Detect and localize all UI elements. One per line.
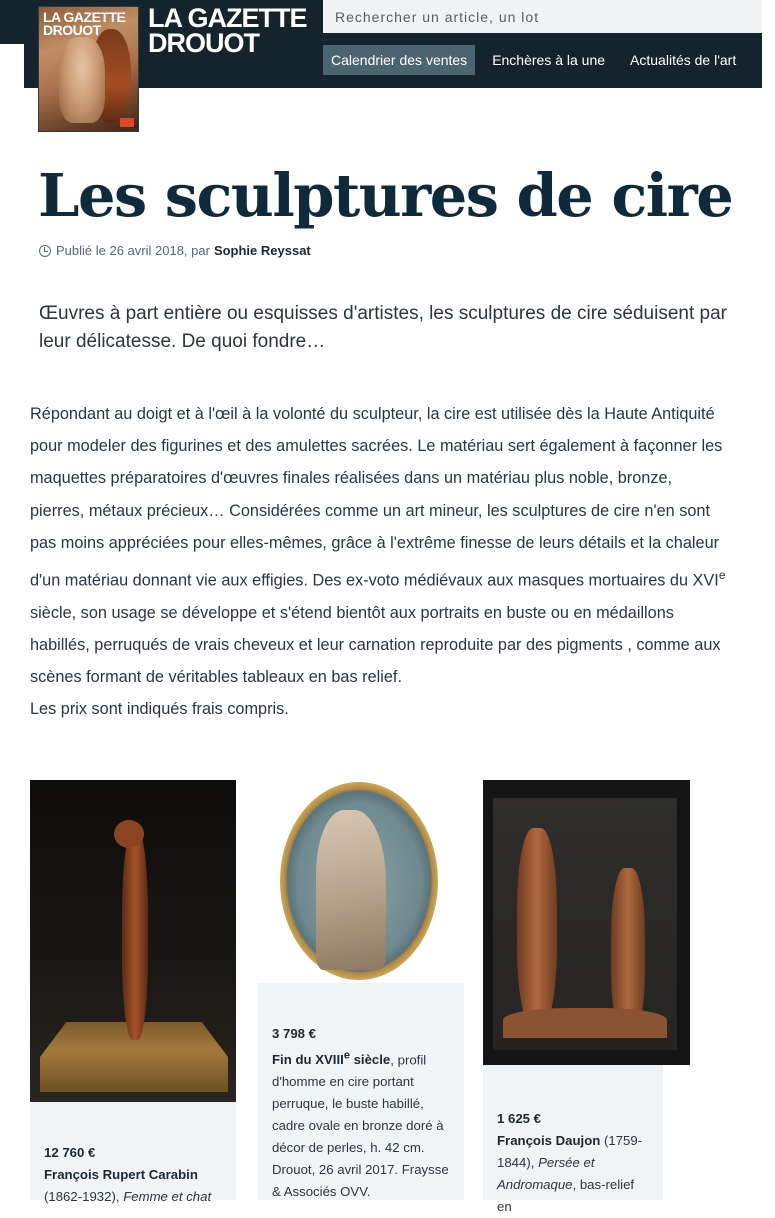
cover-figure-shape bbox=[59, 37, 105, 123]
lot-dates: (1862-1932), bbox=[44, 1189, 120, 1204]
search-bar bbox=[323, 0, 762, 33]
lot-work: Persée et Andromaque bbox=[497, 1155, 595, 1192]
lot-caption-1 bbox=[30, 1102, 236, 1204]
article-meta bbox=[39, 243, 311, 258]
magazine-cover[interactable] bbox=[38, 6, 139, 132]
cover-title: LA GAZETTE DROUOT bbox=[43, 9, 126, 38]
cover-badge bbox=[120, 118, 134, 127]
nav-item-actualites[interactable]: Actualités de l'art bbox=[630, 52, 737, 68]
cat-shape bbox=[114, 820, 144, 848]
nav-item-encheres[interactable]: Enchères à la une bbox=[492, 52, 606, 68]
site-logo[interactable] bbox=[148, 3, 307, 58]
lot-artist: François Daujon bbox=[497, 1133, 601, 1148]
lot-description: , bas-relief en bbox=[497, 1177, 635, 1214]
lot-artist: François Rupert Carabin bbox=[44, 1167, 198, 1182]
body-paragraph: Répondant au doigt et à l'œil à la volonté du sculpteur, la cire est utilisée dès la Haute Antiquité pour modeler des figurines et des amulettes sacrées. Le matériau sert également à façonner les maquettes préparatoires d'œuvres finales réalisées dans un matériau plus noble, bronze, pierres, métaux précieux… Considérées comme un art mineur, les sculptures de cire n'en sont pas moins appréciées pour elles-mêmes, grâce à l'extrême finesse de leurs détails et la chaleur d'un matériau donnant vie aux effigies. Des ex-voto médiévaux aux masques mortuaires du XVIe siècle, son usage se développe et s'étend bientôt aux portraits en buste ou en médaillons habillés, perruqués de vrais cheveux et leur carnation reproduite par des pigments , comme aux scènes formant de véritables tableaux en bas relief. bbox=[30, 405, 726, 687]
article-lead: Œuvres à part entière ou esquisses d'artistes, les sculptures de cire séduisent par leur délicatesse. De quoi fondre… bbox=[39, 303, 727, 352]
clock-icon bbox=[39, 245, 51, 257]
lot-caption-2 bbox=[258, 983, 464, 1200]
statue-shape bbox=[122, 830, 148, 1040]
lot-work: Femme et chat bbox=[123, 1189, 212, 1204]
header-edge bbox=[0, 0, 24, 44]
figure-andromaque-shape bbox=[517, 828, 557, 1028]
logo-line-1: LA GAZETTE bbox=[148, 3, 307, 33]
published-date: Publié le 26 avril 2018, par bbox=[56, 243, 210, 258]
main-nav bbox=[323, 45, 744, 75]
lot-price: 3 798 € bbox=[272, 1026, 316, 1041]
bust-shape bbox=[316, 810, 386, 970]
nav-item-calendrier[interactable]: Calendrier des ventes bbox=[323, 45, 475, 75]
lot-price: 12 760 € bbox=[44, 1145, 96, 1160]
lot-image-medaillon[interactable] bbox=[258, 780, 464, 985]
article-body bbox=[30, 398, 730, 725]
lot-price: 1 625 € bbox=[497, 1111, 541, 1126]
lot-image-daujon[interactable] bbox=[483, 780, 690, 1065]
author-link[interactable]: Sophie Reyssat bbox=[213, 243, 311, 258]
lot-description: , profil d'homme en cire portant perruque, le buste habillé, cadre ovale en bronze doré à décor de perles, h. 42 cm. Drouot, 26 avril 2017. Fraysse & Associés OVV. bbox=[272, 1052, 449, 1200]
article-title: Les sculptures de cire bbox=[38, 161, 733, 230]
lot-dates: (1759-1844), bbox=[497, 1133, 643, 1170]
lot-image-carabin[interactable] bbox=[30, 780, 236, 1102]
logo-line-2: DROUOT bbox=[148, 28, 259, 58]
rock-shape bbox=[503, 1008, 667, 1038]
search-input[interactable] bbox=[323, 0, 762, 33]
lot-caption-3 bbox=[483, 1065, 663, 1214]
lot-period: Fin du XVIIIe siècle bbox=[272, 1050, 391, 1068]
price-note: Les prix sont indiqués frais compris. bbox=[30, 700, 289, 719]
